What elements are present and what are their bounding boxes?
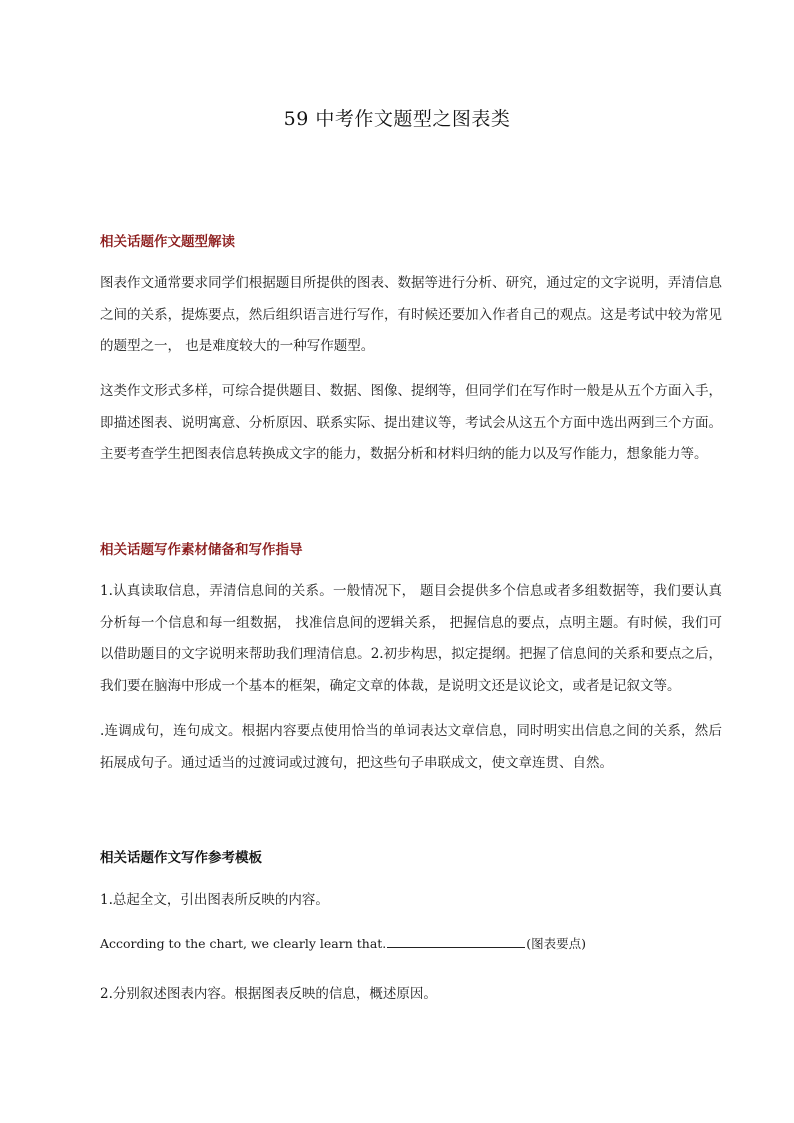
paragraph-interpretation-1: 图表作文通常要求同学们根据题目所提供的图表、数据等进行分析、研究，通过定的文字说明，弄清信息之间的关系，提炼要点，然后组织语言进行写作，有时候还要加入作者自己的观点。这是考试中较为常见的题型之一， 也是难度较大的一种写作题型。 <box>100 275 722 354</box>
paragraph-guidance-2: .连调成句，连句成文。根据内容要点使用恰当的单词表达文章信息，同时明实出信息之间的关系，然后拓展成句子。通过适当的过渡词或过渡句，把这些句子串联成文，使文章连贯、自然。 <box>100 723 722 771</box>
section-heading-template: 相关话题作文写作参考模板 <box>100 850 262 866</box>
template-line-3: 2.分别叙述图表内容。根据图表反映的信息，概述原因。 <box>100 986 437 1002</box>
blank-hint: (图表要点) <box>526 936 587 951</box>
fill-in-blank <box>387 935 525 948</box>
template-line-2 <box>100 934 586 952</box>
template-sentence: According to the chart, we clearly learn that. <box>100 936 387 951</box>
page-title: 59 中考作文题型之图表类 <box>283 108 511 130</box>
section-heading-interpretation: 相关话题作文题型解读 <box>100 234 235 250</box>
paragraph-interpretation-2: 这类作文形式多样，可综合提供题目、数据、图像、提纲等，但同学们在写作时一般是从五个方面入手，即描述图表、说明寓意、分析原因、联系实际、提出建议等，考试会从这五个方面中选出两到三个方面。主要考查学生把图表信息转换成文字的能力，数据分析和材料归纳的能力以及写作能力，想象能力等。 <box>100 383 722 462</box>
paragraph-guidance-1: 1.认真读取信息，弄清信息间的关系。一般情况下， 题目会提供多个信息或者多组数据等，我们要认真分析每一个信息和每一组数据， 找准信息间的逻辑关系， 把握信息的要点，点明主题。有时候，我们可以借助题目的文字说明来帮助我们理清信息。2.初步构思，拟定提纲。把握了信息间的关系和要点之后，我们要在脑海中形成一个基本的框架，确定文章的体裁，是说明文还是议论文，或者是记叙文等。 <box>100 583 722 694</box>
section-heading-guidance: 相关话题写作素材储备和写作指导 <box>100 542 303 558</box>
template-line-1: 1.总起全文，引出图表所反映的内容。 <box>100 892 329 908</box>
